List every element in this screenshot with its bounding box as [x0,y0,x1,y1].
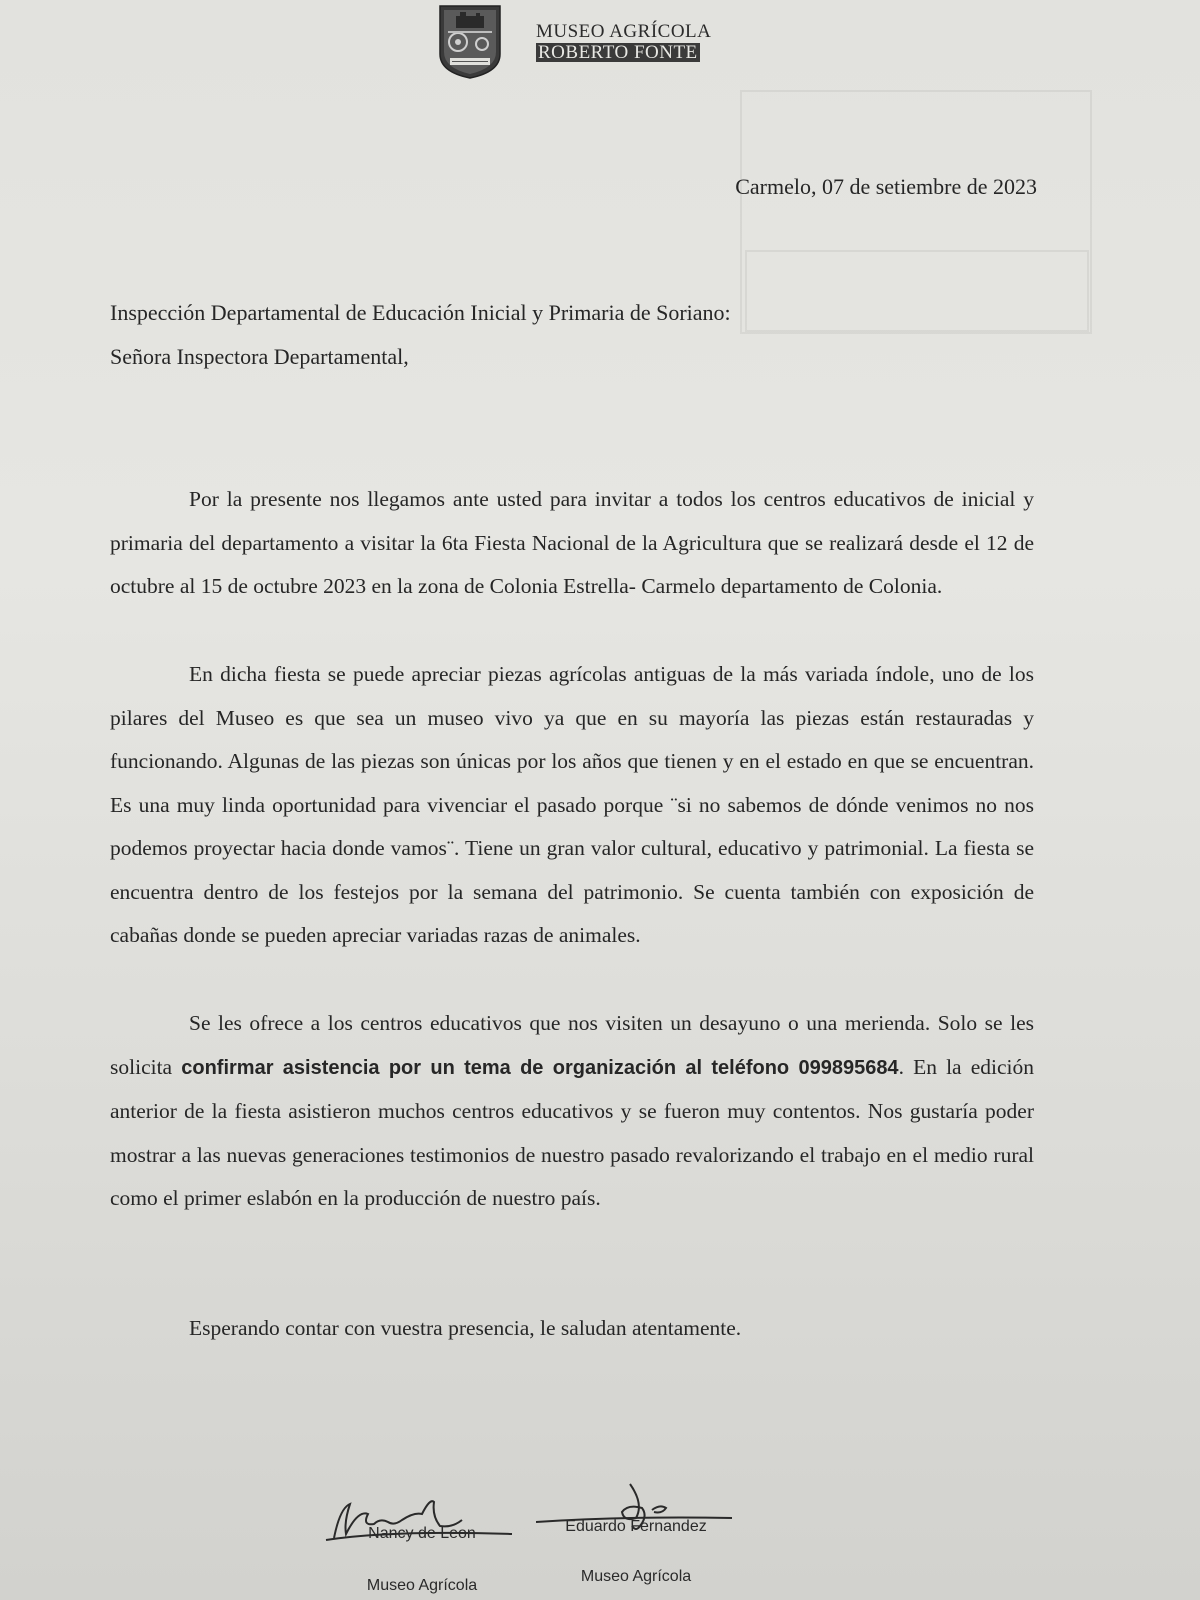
paragraph-offer-part2: . En la edición anterior de la fiesta asistieron muchos centros educativos y se fueron muy contentos. Nos gustaría poder mostrar a las nuevas generaciones testimonios de nuestro pasado revalorizando el trabajo en el medio rural como el primer eslabón en la producción de nuestro país. [110,1054,1034,1210]
paragraph-description: En dicha fiesta se puede apreciar piezas agrícolas antiguas de la más variada índole, uno de los pilares del Museo es que sea un museo vivo ya que en su mayoría las piezas están restauradas y funcionando. Algunas de las piezas son únicas por los años que tienen y en el estado en que se encuentran. Es una muy linda oportunidad para vivenciar el pasado porque ¨si no sabemos de dónde venimos no nos podemos proyectar hacia donde vamos¨. Tiene un gran valor cultural, educativo y patrimonial. La fiesta se encuentra dentro de los festejos por la semana del patrimonio. Se cuenta también con exposición de cabañas donde se pueden apreciar variadas razas de animales. [110,662,1034,947]
bleed-through-stamp-inner [745,250,1089,332]
museum-name-line1: MUSEO AGRÍCOLA [536,21,712,42]
recipient-line1: Inspección Departamental de Educación Inicial y Primaria de Soriano: [110,300,731,325]
signature-name-1: Nancy de Leon [368,1525,476,1542]
recipient-line2: Señora Inspectora Departamental, [110,344,409,369]
letter-date: Carmelo, 07 de setiembre de 2023 [735,174,1037,199]
letter-body-3 [110,1002,1034,1221]
signature-name-2: Eduardo Fernandez [565,1518,707,1535]
paragraph-invitation: Por la presente nos llegamos ante usted para invitar a todos los centros educativos de inicial y primaria del departamento a visitar la 6ta Fiesta Nacional de la Agricultura que se realizará desde el 12 de octubre al 15 de octubre 2023 en la zona de Colonia Estrella- Carmelo departamento de Colonia. [110,487,1034,598]
signature-block-1 [322,1490,522,1598]
letter-body [110,478,1034,609]
signature-org-1: Museo Agrícola [366,1577,478,1594]
letter-body-2 [110,653,1034,958]
letter-closing: Esperando contar con vuestra presencia, le saludan atentamente. [189,1316,742,1340]
confirm-attendance-phone: confirmar asistencia por un tema de organización al teléfono 099895684 [181,1056,899,1079]
paragraph-offer [110,1002,1034,1221]
signature-org-2: Museo Agrícola [580,1568,692,1585]
museum-logo-icon [434,2,506,80]
bleed-through-stamp [740,90,1092,334]
museum-name [536,22,732,63]
signature-block-2 [536,1482,736,1590]
paragraph-offer-part1: Se les ofrece a los centros educativos que nos visiten un desayuno o una merienda. Solo se les solicita [110,1011,1034,1079]
museum-name-line2: ROBERTO FONTE [538,42,698,63]
